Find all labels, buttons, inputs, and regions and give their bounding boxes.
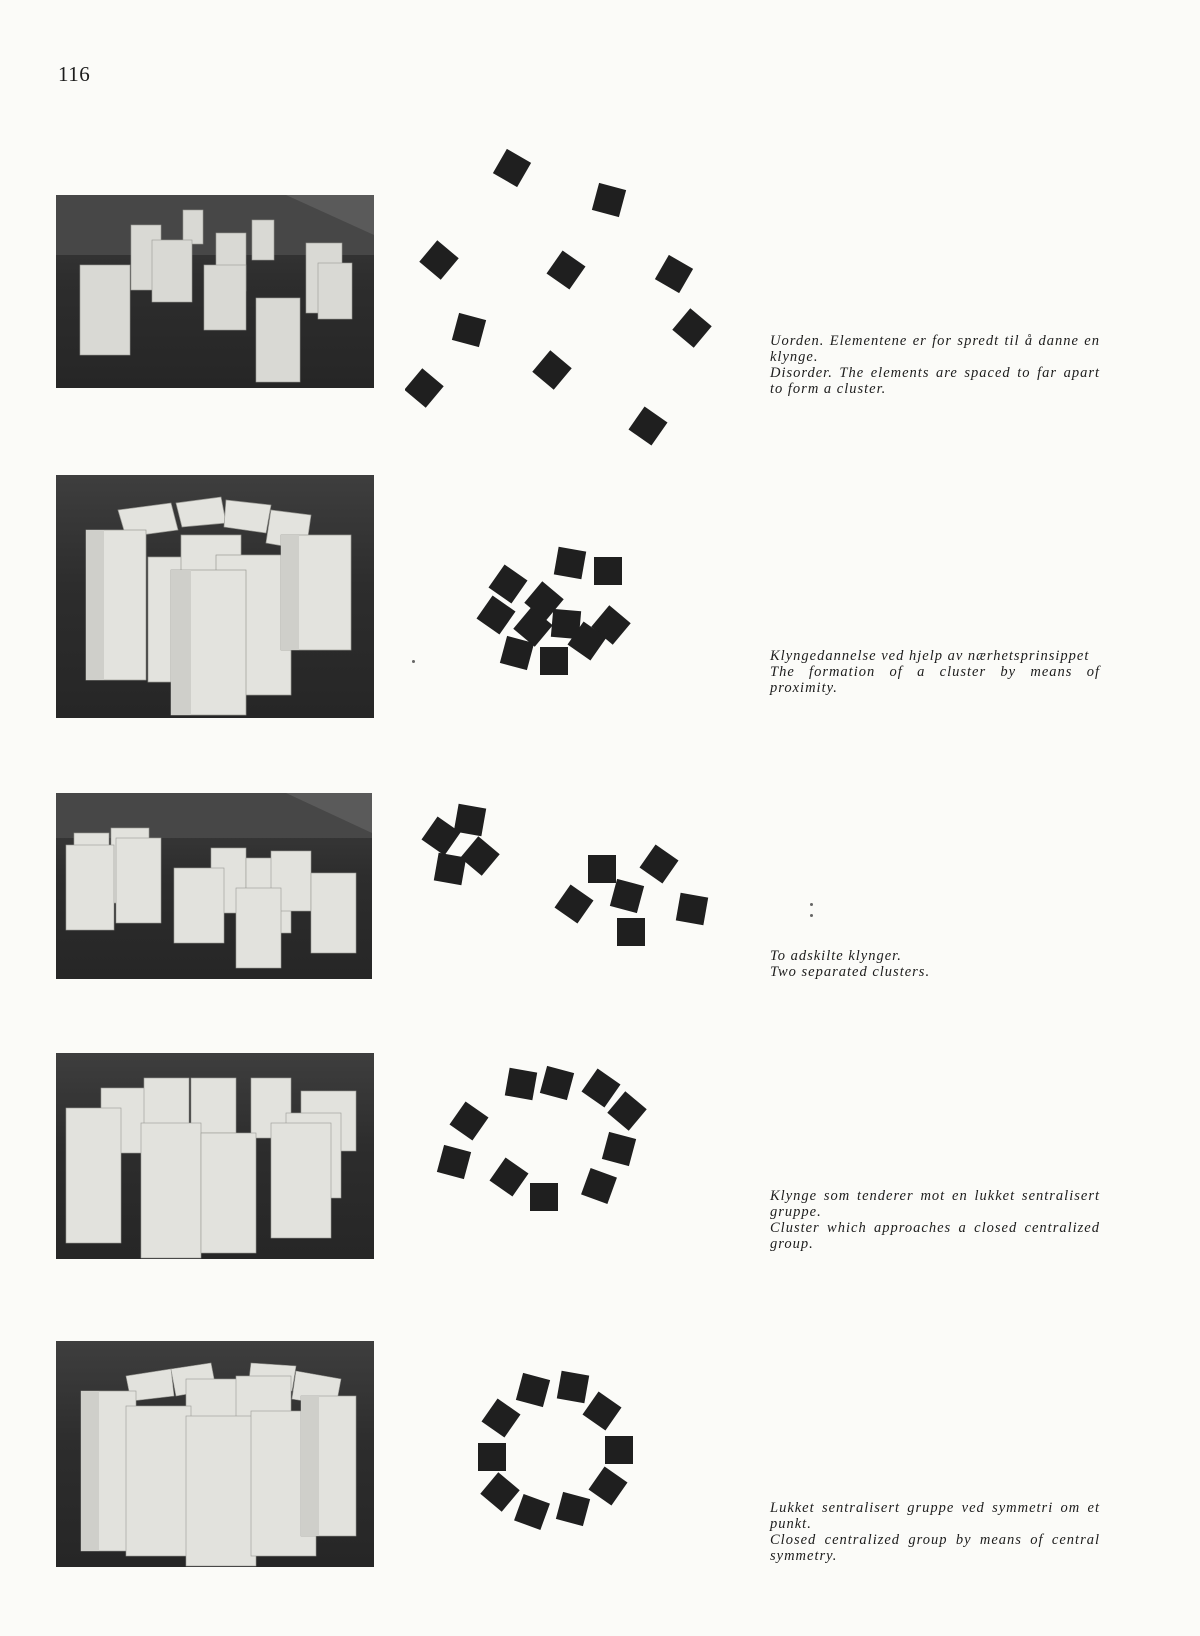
square xyxy=(655,255,693,293)
square xyxy=(557,1371,589,1403)
caption-norwegian: Lukket sentralisert gruppe ved symmetri om et punkt. xyxy=(770,1500,1100,1532)
square xyxy=(532,350,571,389)
caption-two-clusters xyxy=(770,948,1100,980)
square xyxy=(434,853,466,885)
square xyxy=(450,1102,489,1141)
square xyxy=(540,647,568,675)
caption-norwegian: Uorden. Elementene er for spredt til å danne en klynge. xyxy=(770,333,1100,365)
square xyxy=(422,817,461,856)
square xyxy=(480,1472,519,1511)
square xyxy=(555,885,594,924)
diagram-ring xyxy=(470,1370,640,1540)
square xyxy=(607,1091,646,1130)
caption-norwegian: To adskilte klynger. xyxy=(770,948,902,964)
square xyxy=(540,1066,574,1100)
square xyxy=(454,804,486,836)
square xyxy=(676,893,708,925)
section-semi-ring xyxy=(0,1045,1200,1275)
caption-english: Two separated clusters. xyxy=(770,964,931,980)
caption-disorder xyxy=(770,333,1100,397)
square xyxy=(556,1492,590,1526)
square xyxy=(478,1443,506,1471)
diagram-two-clusters xyxy=(420,800,750,950)
square xyxy=(505,1068,537,1100)
caption-semi-ring xyxy=(770,1188,1100,1252)
square xyxy=(629,407,668,446)
caption-english: The formation of a cluster by means of proximity. xyxy=(770,664,1100,696)
square xyxy=(672,308,711,347)
caption-ring xyxy=(770,1500,1100,1564)
photo-proximity-cluster xyxy=(56,475,374,718)
square xyxy=(582,1069,621,1108)
square xyxy=(493,149,531,187)
diagram-semi-ring xyxy=(435,1065,665,1225)
photo-two-clusters xyxy=(56,793,372,979)
square xyxy=(617,918,645,946)
square xyxy=(605,1436,633,1464)
square xyxy=(516,1373,550,1407)
square xyxy=(514,1494,550,1530)
square xyxy=(581,1168,617,1204)
square xyxy=(547,251,586,290)
section-two-clusters xyxy=(0,785,1200,985)
paper-speck xyxy=(412,660,415,663)
square xyxy=(419,240,458,279)
square xyxy=(482,1399,521,1438)
square xyxy=(490,1158,529,1197)
paper-speck xyxy=(810,903,813,906)
caption-norwegian: Klyngedannelse ved hjelp av nærhetsprinsippet xyxy=(770,648,1090,664)
square xyxy=(452,313,486,347)
page-number: 116 xyxy=(58,62,91,86)
section-disorder xyxy=(0,140,1200,460)
square xyxy=(640,845,679,884)
square xyxy=(437,1145,471,1179)
diagram-proximity xyxy=(470,525,650,675)
square xyxy=(594,557,622,585)
caption-english: Disorder. The elements are spaced to far apart to form a cluster. xyxy=(770,365,1100,397)
square xyxy=(583,1392,622,1431)
square xyxy=(588,855,616,883)
caption-norwegian: Klynge som tenderer mot en lukket sentralisert gruppe. xyxy=(770,1188,1100,1220)
square xyxy=(405,368,444,407)
paper-speck xyxy=(810,914,813,917)
square xyxy=(554,547,586,579)
caption-english: Closed centralized group by means of central symmetry. xyxy=(770,1532,1100,1564)
section-proximity xyxy=(0,470,1200,730)
photo-semi-ring xyxy=(56,1053,374,1259)
square xyxy=(610,879,644,913)
square xyxy=(592,183,626,217)
square xyxy=(602,1132,636,1166)
diagram-disorder xyxy=(405,140,725,460)
caption-english: Cluster which approaches a closed centralized group. xyxy=(770,1220,1100,1252)
section-ring xyxy=(0,1335,1200,1575)
square xyxy=(460,836,499,875)
square xyxy=(589,1467,628,1506)
photo-ring xyxy=(56,1341,374,1567)
photo-scattered-blocks xyxy=(56,195,374,388)
square xyxy=(530,1183,558,1211)
caption-proximity xyxy=(770,648,1100,696)
